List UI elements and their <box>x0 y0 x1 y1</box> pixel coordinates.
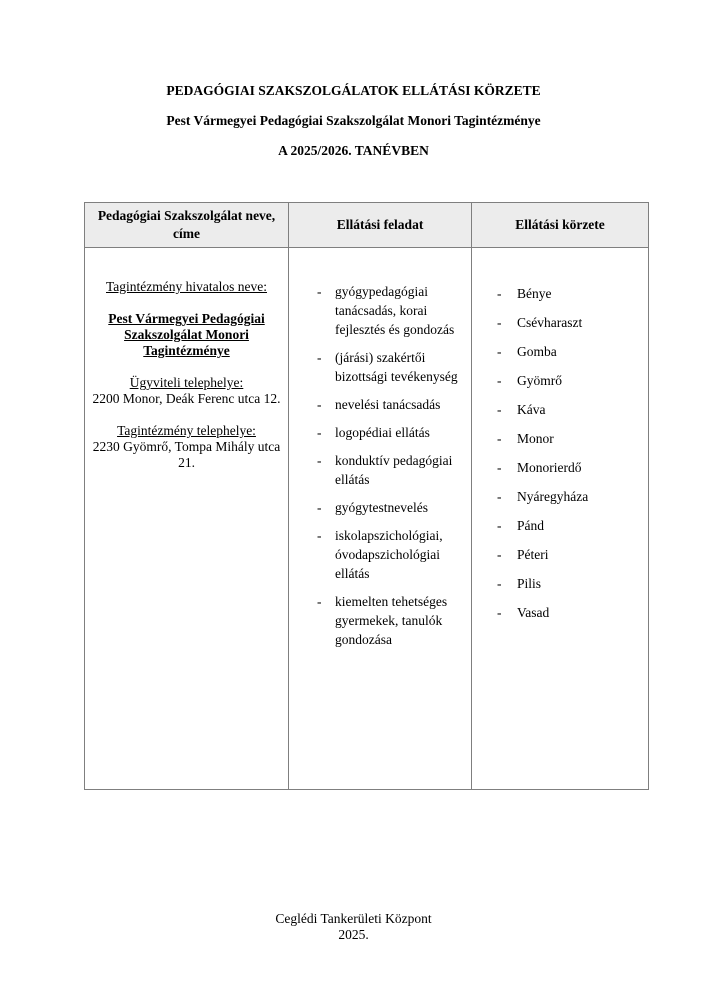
district-label: Pánd <box>517 518 544 533</box>
task-label: kiemelten tehetséges gyermekek, tanulók gondozása <box>335 594 448 647</box>
task-item <box>317 282 471 339</box>
dash-bullet: - <box>497 431 502 446</box>
district-item <box>497 371 644 390</box>
task-label: logopédiai ellátás <box>335 425 430 440</box>
column-header-institution-label: Pedagógiai Szakszolgálat neve, címe <box>97 208 276 241</box>
district-item <box>497 516 644 535</box>
task-item <box>317 451 471 489</box>
district-item <box>497 574 644 593</box>
district-label: Gyömrő <box>517 373 562 388</box>
tasks-cell <box>288 248 471 789</box>
official-name-label: Tagintézmény hivatalos neve: <box>106 279 267 294</box>
dash-bullet: - <box>497 460 502 475</box>
doc-subtitle: Pest Vármegyei Pedagógiai Szakszolgálat Monori Tagintézménye <box>166 113 541 128</box>
column-header-institution <box>85 203 288 248</box>
task-item <box>317 423 471 442</box>
task-label: nevelési tanácsadás <box>335 397 441 412</box>
district-label: Bénye <box>517 286 552 301</box>
task-label: iskolapszichológiai, óvodapszichológiai ellátás <box>335 528 443 581</box>
district-label: Káva <box>517 402 546 417</box>
district-label: Gomba <box>517 344 557 359</box>
task-item <box>317 498 471 517</box>
official-name: Pest Vármegyei Pedagógiai Szakszolgálat Monori Tagintézménye <box>108 311 265 358</box>
document-header <box>0 83 707 173</box>
district-item <box>497 487 644 506</box>
task-label: (járási) szakértői bizottsági tevékenység <box>335 350 458 384</box>
task-item <box>317 526 471 583</box>
dash-bullet: - <box>497 402 502 417</box>
task-label: gyógypedagógiai tanácsadás, korai fejlesztés és gondozás <box>335 284 455 337</box>
dash-bullet: - <box>497 344 502 359</box>
dash-bullet: - <box>317 594 322 609</box>
task-item <box>317 395 471 414</box>
dash-bullet: - <box>317 528 322 543</box>
institution-cell <box>85 248 288 789</box>
districts-cell <box>471 248 648 789</box>
dash-bullet: - <box>317 397 322 412</box>
tasks-list <box>289 248 471 649</box>
district-item <box>497 400 644 419</box>
dash-bullet: - <box>497 315 502 330</box>
dash-bullet: - <box>317 425 322 440</box>
district-item <box>497 603 644 622</box>
dash-bullet: - <box>497 547 502 562</box>
dash-bullet: - <box>317 284 322 299</box>
branch-site-address: 2230 Gyömrő, Tompa Mihály utca 21. <box>92 439 281 470</box>
district-label: Monorierdő <box>517 460 582 475</box>
branch-site-label: Tagintézmény telephelye: <box>117 423 256 438</box>
task-item <box>317 348 471 386</box>
district-label: Csévharaszt <box>517 315 583 330</box>
footer-org: Ceglédi Tankerületi Központ <box>275 911 432 926</box>
district-label: Vasad <box>517 605 550 620</box>
dash-bullet: - <box>497 518 502 533</box>
district-item <box>497 429 644 448</box>
districts-list <box>472 248 648 622</box>
dash-bullet: - <box>317 350 322 365</box>
column-header-district <box>471 203 648 248</box>
district-item <box>497 284 644 303</box>
district-label: Péteri <box>517 547 549 562</box>
district-item <box>497 342 644 361</box>
district-label: Monor <box>517 431 554 446</box>
district-item <box>497 313 644 332</box>
column-header-district-label: Ellátási körzete <box>515 217 605 232</box>
doc-title: PEDAGÓGIAI SZAKSZOLGÁLATOK ELLÁTÁSI KÖRZETE <box>166 83 541 98</box>
coverage-table <box>84 202 649 790</box>
doc-schoolyear: A 2025/2026. TANÉVBEN <box>278 143 429 158</box>
dash-bullet: - <box>497 605 502 620</box>
column-header-task-label: Ellátási feladat <box>336 217 424 232</box>
admin-site-address: 2200 Monor, Deák Ferenc utca 12. <box>92 391 281 406</box>
district-item <box>497 458 644 477</box>
dash-bullet: - <box>497 576 502 591</box>
dash-bullet: - <box>497 489 502 504</box>
task-label: gyógytestnevelés <box>335 500 428 515</box>
dash-bullet: - <box>317 500 322 515</box>
admin-site-label: Ügyviteli telephelye: <box>129 375 244 390</box>
column-header-task <box>288 203 471 248</box>
footer-year: 2025. <box>338 927 369 942</box>
dash-bullet: - <box>497 286 502 301</box>
document-footer <box>0 911 707 943</box>
task-item <box>317 592 471 649</box>
district-item <box>497 545 644 564</box>
dash-bullet: - <box>497 373 502 388</box>
dash-bullet: - <box>317 453 322 468</box>
district-label: Nyáregyháza <box>517 489 589 504</box>
task-label: konduktív pedagógiai ellátás <box>335 453 453 487</box>
district-label: Pilis <box>517 576 542 591</box>
